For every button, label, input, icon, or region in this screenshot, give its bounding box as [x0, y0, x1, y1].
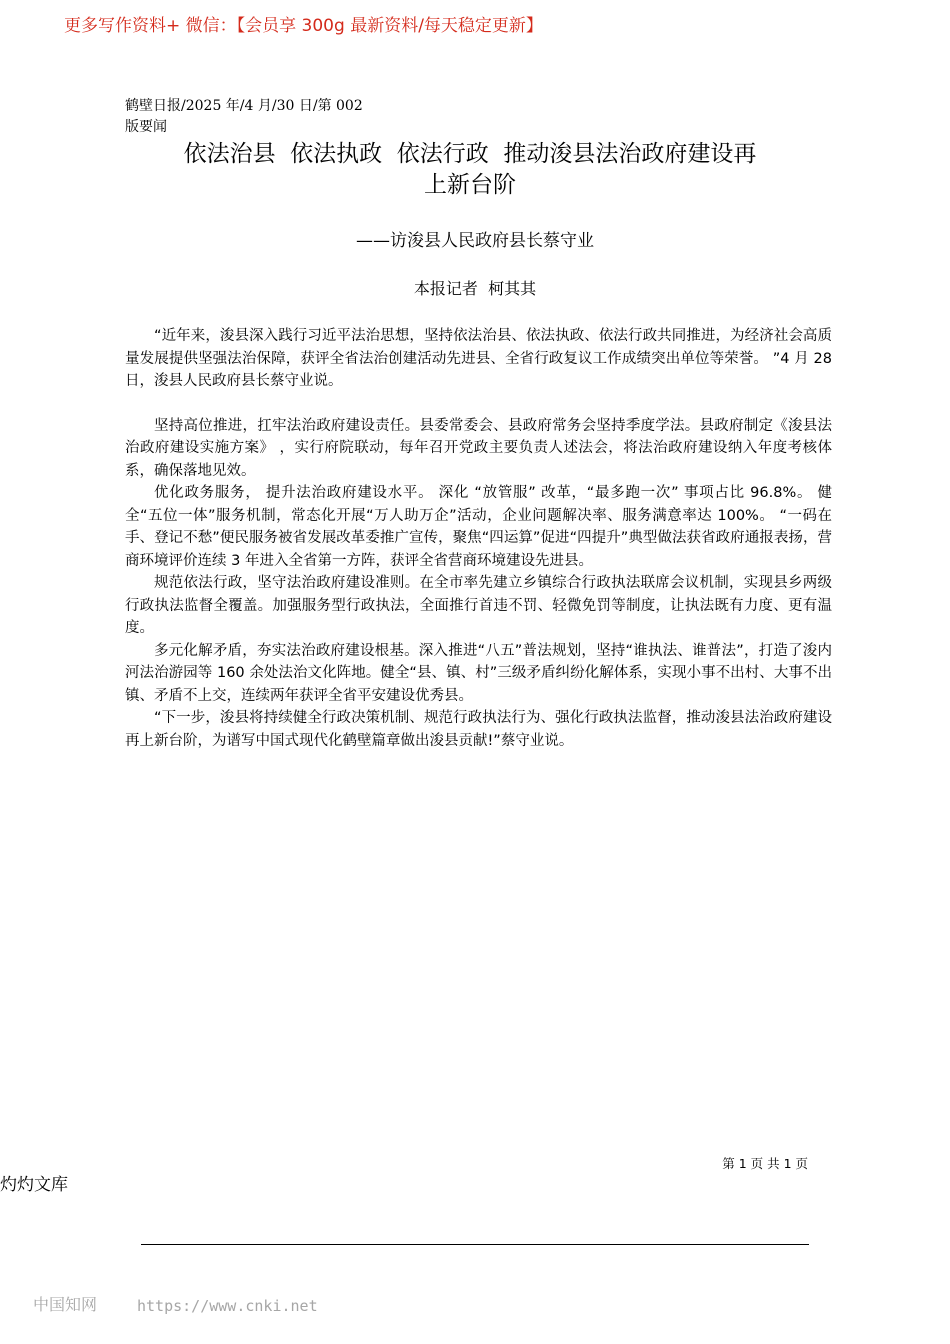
- page-indicator: 第 1 页 共 1 页: [722, 1156, 808, 1171]
- source-line: 鹤壁日报/2025 年/4 月/30 日/第 002: [125, 98, 363, 114]
- watermark-text: 灼灼文库: [0, 1175, 68, 1195]
- cnki-logo: 中国知网: [33, 1295, 98, 1314]
- paragraph: 多元化解矛盾，夯实法治政府建设根基。深入推进“八五”普法规划，坚持“谁执法、谁普法”，打造了浚内河法治游园等 160 余处法治文化阵地。健全“县、镇、村”三级矛盾纠纷化解体系，实现小事不出村、大事不出镇、矛盾不上交，连续两年获评全省平安建设优秀县。: [125, 642, 832, 704]
- section-line: 版要闻: [125, 119, 167, 135]
- article-body: [125, 325, 832, 752]
- cnki-url-link[interactable]: https://www.cnki.net: [137, 1297, 318, 1315]
- title-line-2: 上新台阶: [424, 172, 516, 198]
- footer-divider: [141, 1244, 809, 1245]
- paragraph: 坚持高位推进，扛牢法治政府建设责任。县委常委会、县政府常务会坚持季度学法。县政府制定《浚县法治政府建设实施方案》 ，实行府院联动，每年召开党政主要负责人述法会，将法治政府建设纳入年度考核体系，确保落地见效。: [125, 417, 832, 479]
- article-subtitle: ——访浚县人民政府县长蔡守业: [356, 231, 594, 251]
- paragraph: “下一步，浚县将持续健全行政决策机制、规范行政执法行为、强化行政执法监督，推动浚县法治政府建设再上新台阶，为谱写中国式现代化鹤壁篇章做出浚县贡献!”蔡守业说。: [125, 710, 832, 749]
- paragraph: “近年来，浚县深入践行习近平法治思想，坚持依法治县、依法执政、依法行政共同推进，为经济社会高质量发展提供坚强法治保障，获评全省法治创建活动先进县、全省行政复议工作成绩突出单位等荣誉。 ”4 月 28 日，浚县人民政府县长蔡守业说。: [125, 328, 832, 389]
- article-byline: 本报记者 柯其其: [413, 279, 537, 298]
- promo-banner: 更多写作资料+ 微信：【会员享 300g 最新资料/每天稳定更新】: [64, 16, 543, 36]
- title-line-1: 依法治县 依法执政 依法行政 推动浚县法治政府建设再: [183, 141, 757, 167]
- article-source: [125, 96, 425, 138]
- paragraph: 优化政务服务， 提升法治政府建设水平。 深化 “放管服” 改革，“最多跑一次” 事项占比 96.8%。 健全“五位一体”服务机制，常态化开展“万人助万企”活动，企业问题解决率、服务满意率达 100%。 “一码在手、登记不愁”便民服务被省发展改革委推广宣传，聚焦“四运算”促进“四提升”典型做法获省政府通报表扬，营商环境评价连续 3 年进入全省第一方阵，获评全省营商环境建设先进县。: [125, 485, 832, 569]
- paragraph: 规范依法行政，坚守法治政府建设准则。在全市率先建立乡镇综合行政执法联席会议机制，实现县乡两级行政执法监督全覆盖。加强服务型行政执法，全面推行首违不罚、轻微免罚等制度，让执法既有力度、更有温度。: [125, 575, 832, 636]
- article-title: [110, 139, 830, 201]
